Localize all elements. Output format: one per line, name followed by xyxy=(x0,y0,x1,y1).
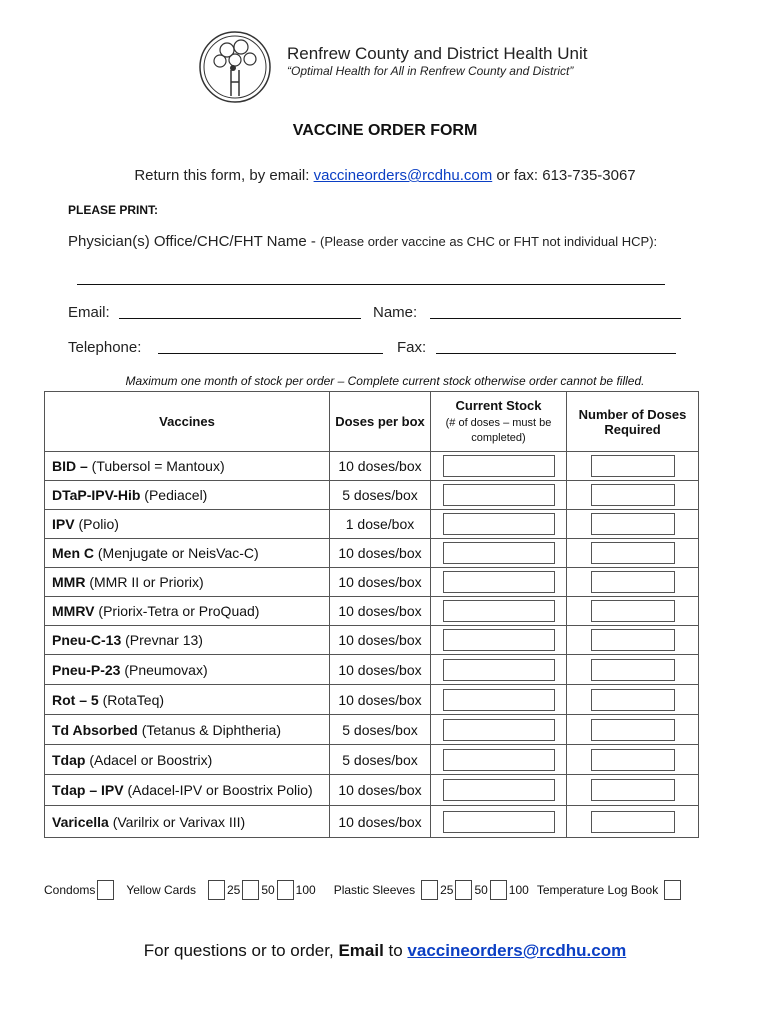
vaccine-name xyxy=(45,510,330,539)
current-stock-input[interactable] xyxy=(443,455,555,477)
current-stock-cell xyxy=(431,745,567,775)
doses-required-input[interactable] xyxy=(591,629,675,651)
vaccine-desc: (Tubersol = Mantoux) xyxy=(87,458,225,474)
doses-required-cell xyxy=(567,685,699,715)
doses-required-cell xyxy=(567,597,699,626)
current-stock-cell xyxy=(431,539,567,568)
doses-required-cell xyxy=(567,481,699,510)
yellow-cards-25-checkbox[interactable] xyxy=(208,880,225,900)
vaccine-code: Men C xyxy=(52,545,94,561)
table-row xyxy=(45,539,699,568)
current-stock-cell xyxy=(431,510,567,539)
vaccine-code: Tdap xyxy=(52,751,86,768)
table-row xyxy=(45,775,699,806)
plastic-sleeves-100-label: 100 xyxy=(508,883,529,897)
vaccine-name xyxy=(45,715,330,745)
temperature-log-checkbox[interactable] xyxy=(664,880,681,900)
current-stock-cell xyxy=(431,775,567,806)
vaccine-desc: (Priorix-Tetra or ProQuad) xyxy=(94,603,260,619)
current-stock-input[interactable] xyxy=(443,629,555,651)
return-suffix: or fax: 613-735-3067 xyxy=(492,167,636,184)
header-number-required: Number of Doses Required xyxy=(567,392,699,452)
vaccine-desc: (MMR II or Priorix) xyxy=(85,574,204,590)
vaccine-desc: (Pneumovax) xyxy=(120,661,208,678)
vaccine-name xyxy=(45,626,330,655)
please-print-label: PLEASE PRINT: xyxy=(68,203,159,217)
current-stock-input[interactable] xyxy=(443,811,555,833)
table-row xyxy=(45,745,699,775)
vaccine-desc: (Prevnar 13) xyxy=(121,632,203,648)
current-stock-cell xyxy=(431,452,567,481)
vaccine-code: DTaP-IPV-Hib xyxy=(52,487,141,503)
fax-label: Fax: xyxy=(397,339,427,356)
doses-per-box: 10 doses/box xyxy=(330,539,431,568)
doses-required-input[interactable] xyxy=(591,811,675,833)
footer-contact xyxy=(0,941,770,961)
table-row xyxy=(45,626,699,655)
doses-per-box: 5 doses/box xyxy=(330,481,431,510)
doses-per-box: 10 doses/box xyxy=(330,568,431,597)
doses-per-box: 10 doses/box xyxy=(330,597,431,626)
doses-required-input[interactable] xyxy=(591,659,675,681)
vaccine-code: BID – xyxy=(52,458,88,474)
temperature-log-label: Temperature Log Book xyxy=(536,883,659,897)
doses-required-input[interactable] xyxy=(591,779,675,801)
doses-per-box: 5 doses/box xyxy=(330,745,431,775)
doses-required-input[interactable] xyxy=(591,719,675,741)
yellow-cards-label: Yellow Cards xyxy=(126,883,196,897)
yellow-cards-50-label: 50 xyxy=(261,883,275,897)
vaccine-name xyxy=(45,775,330,806)
vaccine-code: MMRV xyxy=(52,603,95,619)
current-stock-cell xyxy=(431,597,567,626)
doses-required-input[interactable] xyxy=(591,484,675,506)
vaccine-desc: (Varilrix or Varivax III) xyxy=(108,813,246,830)
current-stock-input[interactable] xyxy=(443,600,555,622)
vaccine-name xyxy=(45,539,330,568)
vaccine-code: Tdap – IPV xyxy=(52,782,124,798)
yellow-cards-25-label: 25 xyxy=(226,883,241,897)
telephone-field[interactable] xyxy=(158,353,383,354)
current-stock-cell xyxy=(431,568,567,597)
current-stock-input[interactable] xyxy=(443,689,555,711)
return-instructions xyxy=(0,167,770,184)
form-title: VACCINE ORDER FORM xyxy=(292,122,478,139)
current-stock-input[interactable] xyxy=(443,779,555,801)
vaccine-name xyxy=(45,685,330,715)
doses-per-box: 10 doses/box xyxy=(330,655,431,685)
doses-required-cell xyxy=(567,775,699,806)
doses-per-box: 10 doses/box xyxy=(330,452,431,481)
current-stock-input[interactable] xyxy=(443,571,555,593)
table-row xyxy=(45,481,699,510)
current-stock-cell xyxy=(431,806,567,838)
vaccine-desc: (Pediacel) xyxy=(140,487,208,503)
condoms-checkbox[interactable] xyxy=(97,880,114,900)
max-stock-note: Maximum one month of stock per order – Complete current stock otherwise order cannot be filled. xyxy=(125,374,645,388)
vaccine-desc: (Adacel-IPV or Boostrix Polio) xyxy=(123,782,313,798)
current-stock-subtitle: (# of doses – must be completed) xyxy=(445,416,552,444)
plastic-sleeves-25-label: 25 xyxy=(440,883,454,897)
email-field[interactable] xyxy=(119,318,361,319)
doses-required-cell xyxy=(567,745,699,775)
doses-per-box: 10 doses/box xyxy=(330,685,431,715)
doses-required-input[interactable] xyxy=(591,749,675,771)
vaccine-code: Td Absorbed xyxy=(52,721,138,738)
table-row xyxy=(45,452,699,481)
current-stock-input[interactable] xyxy=(443,513,555,535)
doses-per-box: 10 doses/box xyxy=(330,806,431,838)
table-row xyxy=(45,715,699,745)
doses-per-box: 10 doses/box xyxy=(330,626,431,655)
office-name-field[interactable] xyxy=(77,284,665,285)
doses-required-input[interactable] xyxy=(591,455,675,477)
plastic-sleeves-25-checkbox[interactable] xyxy=(421,880,438,900)
header-doses-per-box: Doses per box xyxy=(330,392,431,452)
doses-required-cell xyxy=(567,715,699,745)
table-row xyxy=(45,685,699,715)
plastic-sleeves-50-checkbox[interactable] xyxy=(455,880,472,900)
vaccine-code: Pneu-C-13 xyxy=(52,632,122,648)
table-header-row xyxy=(45,392,699,452)
current-stock-input[interactable] xyxy=(443,749,555,771)
vaccine-name xyxy=(45,568,330,597)
vaccine-name xyxy=(45,452,330,481)
current-stock-input[interactable] xyxy=(443,484,555,506)
name-field[interactable] xyxy=(430,318,681,319)
footer-email-link[interactable]: vaccineorders@rcdhu.com xyxy=(407,941,627,960)
plastic-sleeves-100-checkbox[interactable] xyxy=(490,880,507,900)
office-note: (Please order vaccine as CHC or FHT not individual HCP): xyxy=(320,234,658,249)
header-current-stock xyxy=(431,392,567,452)
vaccine-name xyxy=(45,597,330,626)
doses-required-cell xyxy=(567,539,699,568)
yellow-cards-50-checkbox[interactable] xyxy=(242,880,259,900)
doses-required-input[interactable] xyxy=(591,600,675,622)
name-label: Name: xyxy=(373,304,418,321)
vaccine-order-table xyxy=(44,391,699,838)
yellow-cards-100-label: 100 xyxy=(295,883,316,897)
current-stock-cell xyxy=(431,655,567,685)
plastic-sleeves-label: Plastic Sleeves xyxy=(333,883,416,897)
doses-required-input[interactable] xyxy=(591,571,675,593)
vaccine-desc: (Adacel or Boostrix) xyxy=(85,751,213,768)
table-row xyxy=(45,655,699,685)
doses-required-input[interactable] xyxy=(591,689,675,711)
return-email-link[interactable]: vaccineorders@rcdhu.com xyxy=(313,167,493,184)
vaccine-desc: (Menjugate or NeisVac-C) xyxy=(94,545,259,561)
doses-required-cell xyxy=(567,452,699,481)
current-stock-cell xyxy=(431,626,567,655)
current-stock-cell xyxy=(431,685,567,715)
vaccine-code: Varicella xyxy=(52,813,109,830)
vaccine-code: Pneu-P-23 xyxy=(52,661,121,678)
supplies-row xyxy=(44,880,683,900)
doses-per-box: 10 doses/box xyxy=(330,775,431,806)
org-name: Renfrew County and District Health Unit xyxy=(287,44,588,63)
table-row xyxy=(45,597,699,626)
doses-required-cell xyxy=(567,655,699,685)
current-stock-input[interactable] xyxy=(443,719,555,741)
return-prefix: Return this form, by email: xyxy=(134,167,314,184)
table-row xyxy=(45,510,699,539)
doses-required-cell xyxy=(567,626,699,655)
footer-prefix: For questions or to order, xyxy=(143,941,339,960)
vaccine-desc: (RotaTeq) xyxy=(98,691,165,708)
plastic-sleeves-50-label: 50 xyxy=(474,883,488,897)
vaccine-code: Rot – 5 xyxy=(52,691,99,708)
fax-field[interactable] xyxy=(436,353,676,354)
doses-per-box: 5 doses/box xyxy=(330,715,431,745)
vaccine-desc: (Polio) xyxy=(74,516,119,532)
office-label: Physician(s) Office/CHC/FHT Name - xyxy=(68,233,320,250)
current-stock-cell xyxy=(431,715,567,745)
health-unit-logo xyxy=(198,30,272,104)
current-stock-cell xyxy=(431,481,567,510)
footer-email-word: Email xyxy=(338,941,384,960)
current-stock-input[interactable] xyxy=(443,542,555,564)
vaccine-desc: (Tetanus & Diphtheria) xyxy=(137,721,281,738)
footer-to: to xyxy=(383,941,408,960)
doses-required-input[interactable] xyxy=(591,542,675,564)
condoms-label: Condoms xyxy=(44,883,96,897)
current-stock-title: Current Stock xyxy=(455,397,542,413)
office-name-label xyxy=(68,233,657,250)
doses-required-cell xyxy=(567,510,699,539)
current-stock-input[interactable] xyxy=(443,659,555,681)
header-vaccines: Vaccines xyxy=(45,392,330,452)
vaccine-name xyxy=(45,655,330,685)
email-label: Email: xyxy=(68,304,110,321)
doses-required-cell xyxy=(567,806,699,838)
doses-required-input[interactable] xyxy=(591,513,675,535)
doses-required-cell xyxy=(567,568,699,597)
table-row xyxy=(45,568,699,597)
vaccine-name xyxy=(45,481,330,510)
vaccine-code: IPV xyxy=(52,516,75,532)
vaccine-code: MMR xyxy=(52,574,86,590)
vaccine-name xyxy=(45,806,330,838)
table-row xyxy=(45,806,699,838)
telephone-label: Telephone: xyxy=(68,339,142,356)
org-tagline: “Optimal Health for All in Renfrew County and District” xyxy=(287,64,574,78)
yellow-cards-100-checkbox[interactable] xyxy=(277,880,294,900)
doses-per-box: 1 dose/box xyxy=(330,510,431,539)
vaccine-name xyxy=(45,745,330,775)
